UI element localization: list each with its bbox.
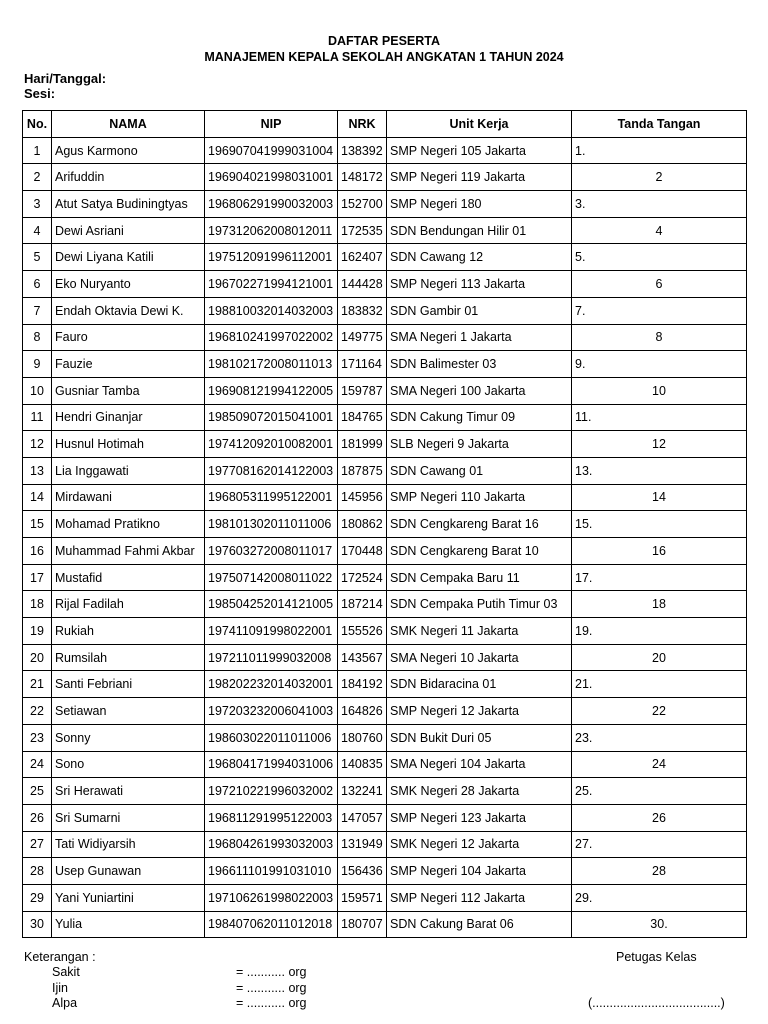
column-header-no: No. [23, 111, 52, 138]
column-header-tanda-tangan: Tanda Tangan [572, 111, 747, 138]
cell-nip: 198603022011011006 [205, 724, 338, 751]
cell-nrk: 183832 [338, 297, 387, 324]
cell-unit-kerja: SDN Cawang 01 [387, 457, 572, 484]
table-row [23, 564, 747, 591]
cell-nip: 198101302011011006 [205, 511, 338, 538]
cell-no: 20 [23, 644, 52, 671]
cell-unit-kerja: SMP Negeri 123 Jakarta [387, 804, 572, 831]
cell-nama: Tati Widiyarsih [52, 831, 205, 858]
cell-nama: Rijal Fadilah [52, 591, 205, 618]
cell-tanda-tangan: 20 [572, 644, 747, 671]
cell-tanda-tangan: 24 [572, 751, 747, 778]
cell-unit-kerja: SMP Negeri 12 Jakarta [387, 698, 572, 725]
cell-tanda-tangan: 18 [572, 591, 747, 618]
cell-nama: Sonny [52, 724, 205, 751]
cell-nama: Dewi Asriani [52, 217, 205, 244]
table-row [23, 137, 747, 164]
cell-nip: 197312062008012011 [205, 217, 338, 244]
cell-unit-kerja: SMP Negeri 113 Jakarta [387, 271, 572, 298]
cell-nama: Lia Inggawati [52, 457, 205, 484]
cell-nip: 197512091996112001 [205, 244, 338, 271]
cell-no: 2 [23, 164, 52, 191]
cell-nip: 198504252014121005 [205, 591, 338, 618]
cell-unit-kerja: SDN Gambir 01 [387, 297, 572, 324]
cell-nrk: 162407 [338, 244, 387, 271]
table-body [23, 137, 747, 938]
cell-no: 13 [23, 457, 52, 484]
cell-nrk: 145956 [338, 484, 387, 511]
cell-no: 29 [23, 884, 52, 911]
cell-unit-kerja: SMP Negeri 110 Jakarta [387, 484, 572, 511]
cell-nip: 196806291990032003 [205, 191, 338, 218]
table-row [23, 858, 747, 885]
cell-nama: Sono [52, 751, 205, 778]
cell-tanda-tangan: 30. [572, 911, 747, 938]
cell-tanda-tangan: 6 [572, 271, 747, 298]
cell-nip: 196805311995122001 [205, 484, 338, 511]
cell-no: 28 [23, 858, 52, 885]
cell-unit-kerja: SLB Negeri 9 Jakarta [387, 431, 572, 458]
table-row [23, 591, 747, 618]
cell-nama: Mustafid [52, 564, 205, 591]
document-subtitle: MANAJEMEN KEPALA SEKOLAH ANGKATAN 1 TAHUN 2024 [204, 50, 564, 64]
absent-label: Alpa [52, 996, 78, 1010]
cell-nrk: 138392 [338, 137, 387, 164]
cell-nrk: 155526 [338, 618, 387, 645]
cell-unit-kerja: SDN Cengkareng Barat 16 [387, 511, 572, 538]
cell-no: 6 [23, 271, 52, 298]
cell-nrk: 172524 [338, 564, 387, 591]
cell-no: 1 [23, 137, 52, 164]
cell-tanda-tangan: 7. [572, 297, 747, 324]
cell-nrk: 156436 [338, 858, 387, 885]
cell-nama: Rukiah [52, 618, 205, 645]
cell-nama: Atut Satya Budiningtyas [52, 191, 205, 218]
cell-nrk: 187875 [338, 457, 387, 484]
cell-unit-kerja: SDN Cawang 12 [387, 244, 572, 271]
cell-nama: Setiawan [52, 698, 205, 725]
cell-unit-kerja: SMA Negeri 100 Jakarta [387, 377, 572, 404]
cell-nama: Muhammad Fahmi Akbar [52, 538, 205, 565]
cell-unit-kerja: SDN Cakung Barat 06 [387, 911, 572, 938]
cell-nip: 196810241997022002 [205, 324, 338, 351]
cell-nip: 196804171994031006 [205, 751, 338, 778]
cell-nrk: 147057 [338, 804, 387, 831]
cell-unit-kerja: SDN Cakung Timur 09 [387, 404, 572, 431]
cell-nrk: 152700 [338, 191, 387, 218]
cell-unit-kerja: SMK Negeri 12 Jakarta [387, 831, 572, 858]
cell-unit-kerja: SMA Negeri 1 Jakarta [387, 324, 572, 351]
cell-no: 8 [23, 324, 52, 351]
cell-unit-kerja: SMA Negeri 104 Jakarta [387, 751, 572, 778]
date-label: Hari/Tanggal: [24, 71, 107, 86]
cell-nrk: 131949 [338, 831, 387, 858]
cell-nama: Mirdawani [52, 484, 205, 511]
cell-no: 30 [23, 911, 52, 938]
cell-nip: 197203232006041003 [205, 698, 338, 725]
cell-no: 17 [23, 564, 52, 591]
table-row [23, 644, 747, 671]
cell-unit-kerja: SMP Negeri 104 Jakarta [387, 858, 572, 885]
table-row [23, 804, 747, 831]
cell-unit-kerja: SMP Negeri 105 Jakarta [387, 137, 572, 164]
cell-tanda-tangan: 27. [572, 831, 747, 858]
table-row [23, 431, 747, 458]
cell-nip: 197603272008011017 [205, 538, 338, 565]
sick-count: = ........... org [236, 965, 307, 979]
cell-tanda-tangan: 11. [572, 404, 747, 431]
cell-nip: 196611101991031010 [205, 858, 338, 885]
session-label: Sesi: [24, 86, 56, 101]
cell-no: 10 [23, 377, 52, 404]
table-row [23, 831, 747, 858]
cell-nip: 196908121994122005 [205, 377, 338, 404]
cell-no: 19 [23, 618, 52, 645]
cell-nip: 198407062011012018 [205, 911, 338, 938]
cell-nrk: 164826 [338, 698, 387, 725]
leave-count: = ........... org [236, 981, 307, 995]
cell-tanda-tangan: 12 [572, 431, 747, 458]
cell-unit-kerja: SDN Bendungan Hilir 01 [387, 217, 572, 244]
cell-nip: 196904021998031001 [205, 164, 338, 191]
cell-no: 25 [23, 778, 52, 805]
cell-nrk: 184765 [338, 404, 387, 431]
cell-no: 18 [23, 591, 52, 618]
cell-nip: 196804261993032003 [205, 831, 338, 858]
table-row [23, 778, 747, 805]
cell-tanda-tangan: 17. [572, 564, 747, 591]
cell-tanda-tangan: 15. [572, 511, 747, 538]
cell-no: 27 [23, 831, 52, 858]
table-row [23, 217, 747, 244]
document-title: DAFTAR PESERTA [327, 34, 441, 48]
column-header-nip: NIP [205, 111, 338, 138]
cell-nrk: 143567 [338, 644, 387, 671]
cell-unit-kerja: SDN Bukit Duri 05 [387, 724, 572, 751]
table-row [23, 484, 747, 511]
table-row [23, 671, 747, 698]
cell-nama: Sri Sumarni [52, 804, 205, 831]
table-row [23, 271, 747, 298]
table-row [23, 751, 747, 778]
table-row [23, 911, 747, 938]
cell-tanda-tangan: 10 [572, 377, 747, 404]
cell-no: 14 [23, 484, 52, 511]
cell-nama: Fauro [52, 324, 205, 351]
cell-no: 21 [23, 671, 52, 698]
cell-nama: Fauzie [52, 351, 205, 378]
cell-nama: Hendri Ginanjar [52, 404, 205, 431]
cell-unit-kerja: SMK Negeri 11 Jakarta [387, 618, 572, 645]
cell-nip: 197210221996032002 [205, 778, 338, 805]
cell-no: 9 [23, 351, 52, 378]
cell-nama: Yulia [52, 911, 205, 938]
cell-nip: 197211011999032008 [205, 644, 338, 671]
officer-label: Petugas Kelas [616, 950, 697, 964]
cell-tanda-tangan: 19. [572, 618, 747, 645]
officer-signature-line: (.....................................) [588, 996, 725, 1010]
cell-nrk: 144428 [338, 271, 387, 298]
cell-no: 11 [23, 404, 52, 431]
cell-nama: Husnul Hotimah [52, 431, 205, 458]
cell-no: 7 [23, 297, 52, 324]
cell-nama: Usep Gunawan [52, 858, 205, 885]
cell-unit-kerja: SMA Negeri 10 Jakarta [387, 644, 572, 671]
cell-tanda-tangan: 28 [572, 858, 747, 885]
cell-no: 16 [23, 538, 52, 565]
cell-tanda-tangan: 9. [572, 351, 747, 378]
cell-nip: 196811291995122003 [205, 804, 338, 831]
cell-no: 26 [23, 804, 52, 831]
cell-tanda-tangan: 25. [572, 778, 747, 805]
table-row [23, 244, 747, 271]
cell-nip: 198810032014032003 [205, 297, 338, 324]
cell-tanda-tangan: 23. [572, 724, 747, 751]
cell-nrk: 159571 [338, 884, 387, 911]
cell-nrk: 187214 [338, 591, 387, 618]
column-header-nrk: NRK [338, 111, 387, 138]
cell-nama: Endah Oktavia Dewi K. [52, 297, 205, 324]
cell-nip: 197507142008011022 [205, 564, 338, 591]
cell-unit-kerja: SMK Negeri 28 Jakarta [387, 778, 572, 805]
column-header-nama: NAMA [52, 111, 205, 138]
cell-no: 24 [23, 751, 52, 778]
cell-nip: 197412092010082001 [205, 431, 338, 458]
table-header-row [23, 111, 747, 138]
cell-tanda-tangan: 2 [572, 164, 747, 191]
cell-unit-kerja: SDN Bidaracina 01 [387, 671, 572, 698]
cell-nama: Santi Febriani [52, 671, 205, 698]
cell-nrk: 149775 [338, 324, 387, 351]
table-row [23, 457, 747, 484]
cell-nrk: 170448 [338, 538, 387, 565]
absent-count: = ........... org [236, 996, 307, 1010]
cell-tanda-tangan: 3. [572, 191, 747, 218]
cell-unit-kerja: SDN Balimester 03 [387, 351, 572, 378]
cell-nama: Dewi Liyana Katili [52, 244, 205, 271]
cell-nrk: 140835 [338, 751, 387, 778]
cell-no: 15 [23, 511, 52, 538]
cell-no: 22 [23, 698, 52, 725]
cell-tanda-tangan: 5. [572, 244, 747, 271]
document-header [0, 33, 768, 65]
cell-tanda-tangan: 22 [572, 698, 747, 725]
notes-label: Keterangan : [24, 950, 96, 964]
cell-no: 4 [23, 217, 52, 244]
table-row [23, 297, 747, 324]
cell-nama: Eko Nuryanto [52, 271, 205, 298]
table-row [23, 511, 747, 538]
cell-no: 12 [23, 431, 52, 458]
cell-nip: 197411091998022001 [205, 618, 338, 645]
cell-nrk: 159787 [338, 377, 387, 404]
cell-nama: Arifuddin [52, 164, 205, 191]
cell-nip: 198202232014032001 [205, 671, 338, 698]
cell-tanda-tangan: 26 [572, 804, 747, 831]
table-row [23, 724, 747, 751]
cell-tanda-tangan: 21. [572, 671, 747, 698]
cell-unit-kerja: SMP Negeri 112 Jakarta [387, 884, 572, 911]
cell-nip: 196702271994121001 [205, 271, 338, 298]
cell-tanda-tangan: 13. [572, 457, 747, 484]
cell-nrk: 180760 [338, 724, 387, 751]
cell-nip: 196907041999031004 [205, 137, 338, 164]
cell-nip: 197106261998022003 [205, 884, 338, 911]
table-row [23, 351, 747, 378]
cell-nama: Agus Karmono [52, 137, 205, 164]
cell-no: 5 [23, 244, 52, 271]
table-row [23, 404, 747, 431]
cell-no: 3 [23, 191, 52, 218]
column-header-unit-kerja: Unit Kerja [387, 111, 572, 138]
cell-nrk: 180862 [338, 511, 387, 538]
cell-tanda-tangan: 14 [572, 484, 747, 511]
cell-unit-kerja: SDN Cempaka Putih Timur 03 [387, 591, 572, 618]
table-row [23, 164, 747, 191]
cell-unit-kerja: SMP Negeri 180 [387, 191, 572, 218]
cell-nama: Yani Yuniartini [52, 884, 205, 911]
cell-nrk: 180707 [338, 911, 387, 938]
table-row [23, 698, 747, 725]
table-row [23, 191, 747, 218]
cell-unit-kerja: SMP Negeri 119 Jakarta [387, 164, 572, 191]
table-row [23, 884, 747, 911]
attendance-table [22, 110, 747, 938]
cell-nrk: 184192 [338, 671, 387, 698]
cell-nama: Gusniar Tamba [52, 377, 205, 404]
cell-tanda-tangan: 16 [572, 538, 747, 565]
cell-nrk: 132241 [338, 778, 387, 805]
leave-label: Ijin [52, 981, 68, 995]
cell-tanda-tangan: 29. [572, 884, 747, 911]
cell-nrk: 181999 [338, 431, 387, 458]
cell-no: 23 [23, 724, 52, 751]
cell-unit-kerja: SDN Cempaka Baru 11 [387, 564, 572, 591]
cell-nrk: 172535 [338, 217, 387, 244]
cell-unit-kerja: SDN Cengkareng Barat 10 [387, 538, 572, 565]
cell-nip: 198102172008011013 [205, 351, 338, 378]
cell-nama: Sri Herawati [52, 778, 205, 805]
cell-nrk: 171164 [338, 351, 387, 378]
cell-nama: Mohamad Pratikno [52, 511, 205, 538]
cell-nama: Rumsilah [52, 644, 205, 671]
cell-tanda-tangan: 4 [572, 217, 747, 244]
table-row [23, 538, 747, 565]
cell-tanda-tangan: 1. [572, 137, 747, 164]
cell-nip: 198509072015041001 [205, 404, 338, 431]
cell-nrk: 148172 [338, 164, 387, 191]
table-row [23, 618, 747, 645]
table-row [23, 324, 747, 351]
cell-nip: 197708162014122003 [205, 457, 338, 484]
cell-tanda-tangan: 8 [572, 324, 747, 351]
table-row [23, 377, 747, 404]
sick-label: Sakit [52, 965, 80, 979]
